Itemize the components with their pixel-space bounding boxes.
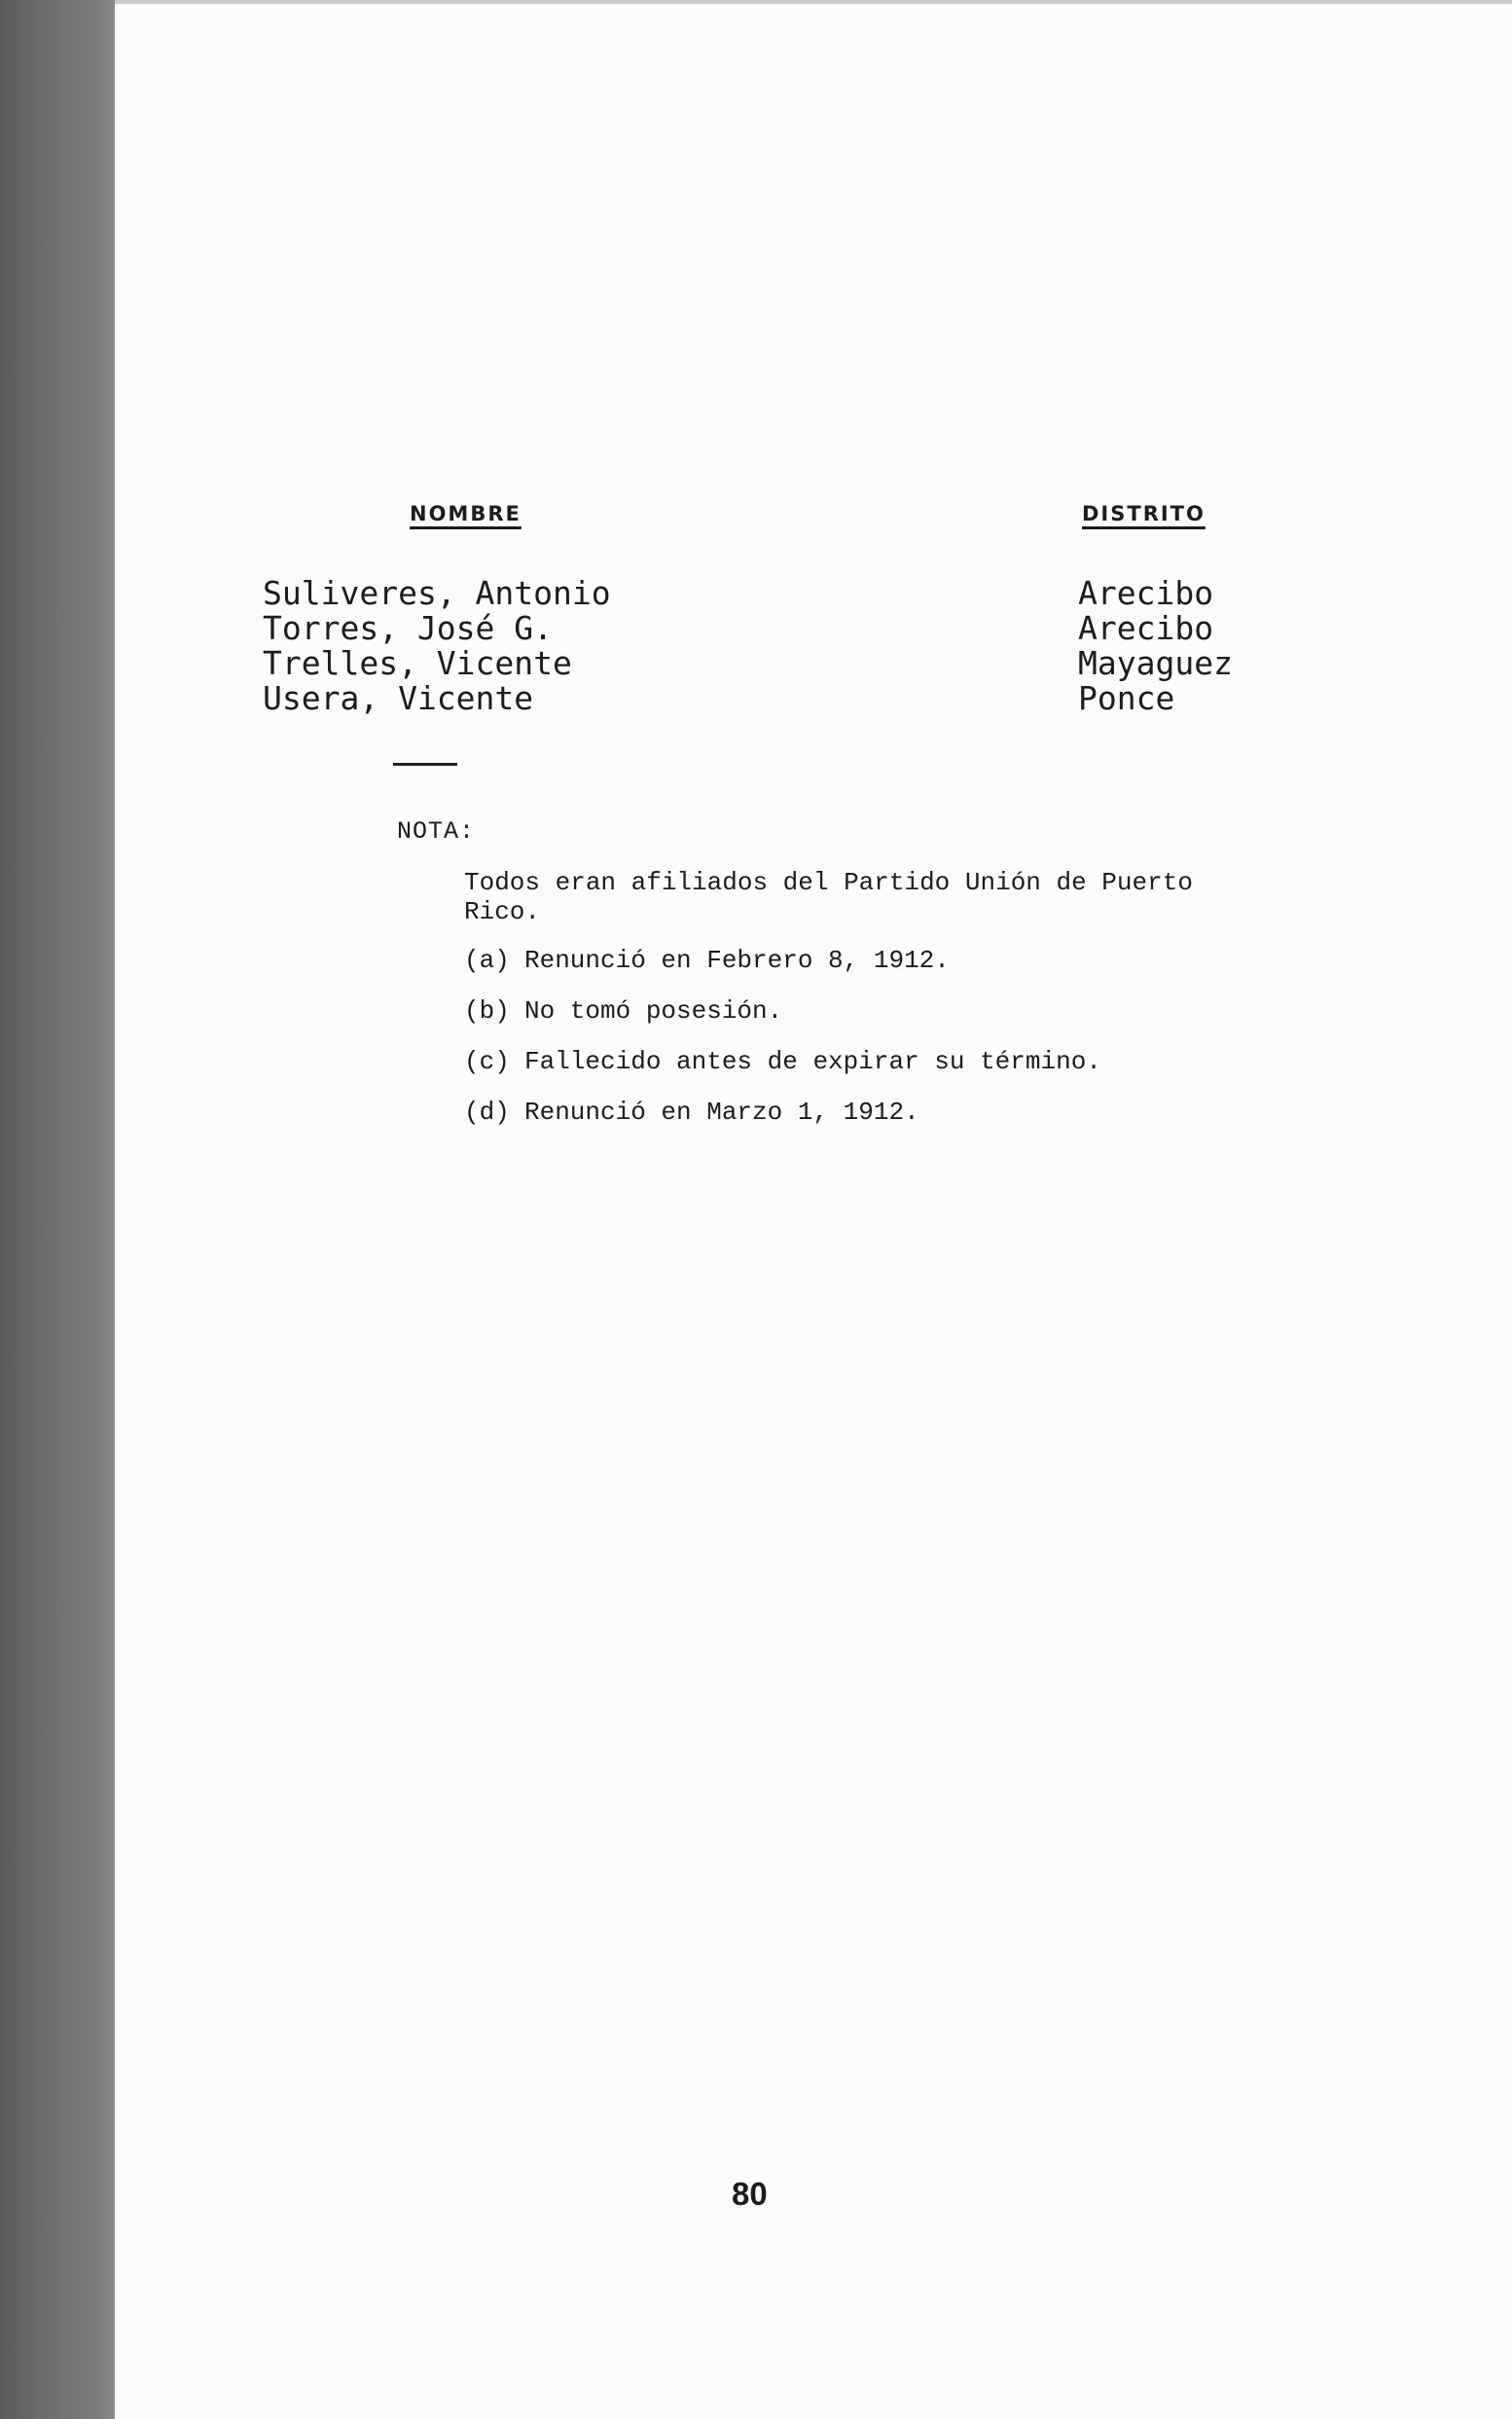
note-item-mark: (a) bbox=[464, 946, 510, 975]
section-divider bbox=[393, 763, 457, 766]
note-item-text: Renunció en Febrero 8, 1912. bbox=[524, 946, 950, 975]
column-header-nombre: NOMBRE bbox=[410, 502, 522, 525]
name-entry: Suliveres, Antonio bbox=[263, 574, 611, 612]
note-body bbox=[464, 868, 1242, 1148]
note-item bbox=[464, 1098, 1242, 1127]
name-entry: Torres, José G. bbox=[263, 609, 554, 647]
binding-strip bbox=[0, 0, 115, 2419]
names-list bbox=[263, 576, 611, 716]
districts-list bbox=[1078, 576, 1233, 716]
note-item-text: Renunció en Marzo 1, 1912. bbox=[524, 1098, 919, 1127]
district-entry: Mayaguez bbox=[1078, 644, 1233, 682]
note-item-text: Fallecido antes de expirar su término. bbox=[524, 1047, 1101, 1076]
column-header-distrito: DISTRITO bbox=[1082, 502, 1206, 525]
note-item bbox=[464, 996, 1242, 1026]
note-item bbox=[464, 1047, 1242, 1076]
name-entry: Trelles, Vicente bbox=[263, 644, 572, 682]
note-label: NOTA: bbox=[397, 817, 476, 846]
note-intro: Todos eran afiliados del Partido Unión de Puerto Rico. bbox=[464, 868, 1193, 926]
note-item-mark: (d) bbox=[464, 1098, 510, 1127]
district-entry: Ponce bbox=[1078, 679, 1175, 717]
district-entry: Arecibo bbox=[1078, 574, 1214, 612]
page-number: 80 bbox=[732, 2176, 768, 2212]
note-item bbox=[464, 946, 1242, 975]
page bbox=[115, 0, 1512, 2419]
note-item-text: No tomó posesión. bbox=[524, 996, 783, 1026]
note-item-mark: (b) bbox=[464, 996, 510, 1026]
name-entry: Usera, Vicente bbox=[263, 679, 534, 717]
district-entry: Arecibo bbox=[1078, 609, 1214, 647]
note-item-mark: (c) bbox=[464, 1047, 510, 1076]
page-top-edge bbox=[115, 0, 1512, 4]
